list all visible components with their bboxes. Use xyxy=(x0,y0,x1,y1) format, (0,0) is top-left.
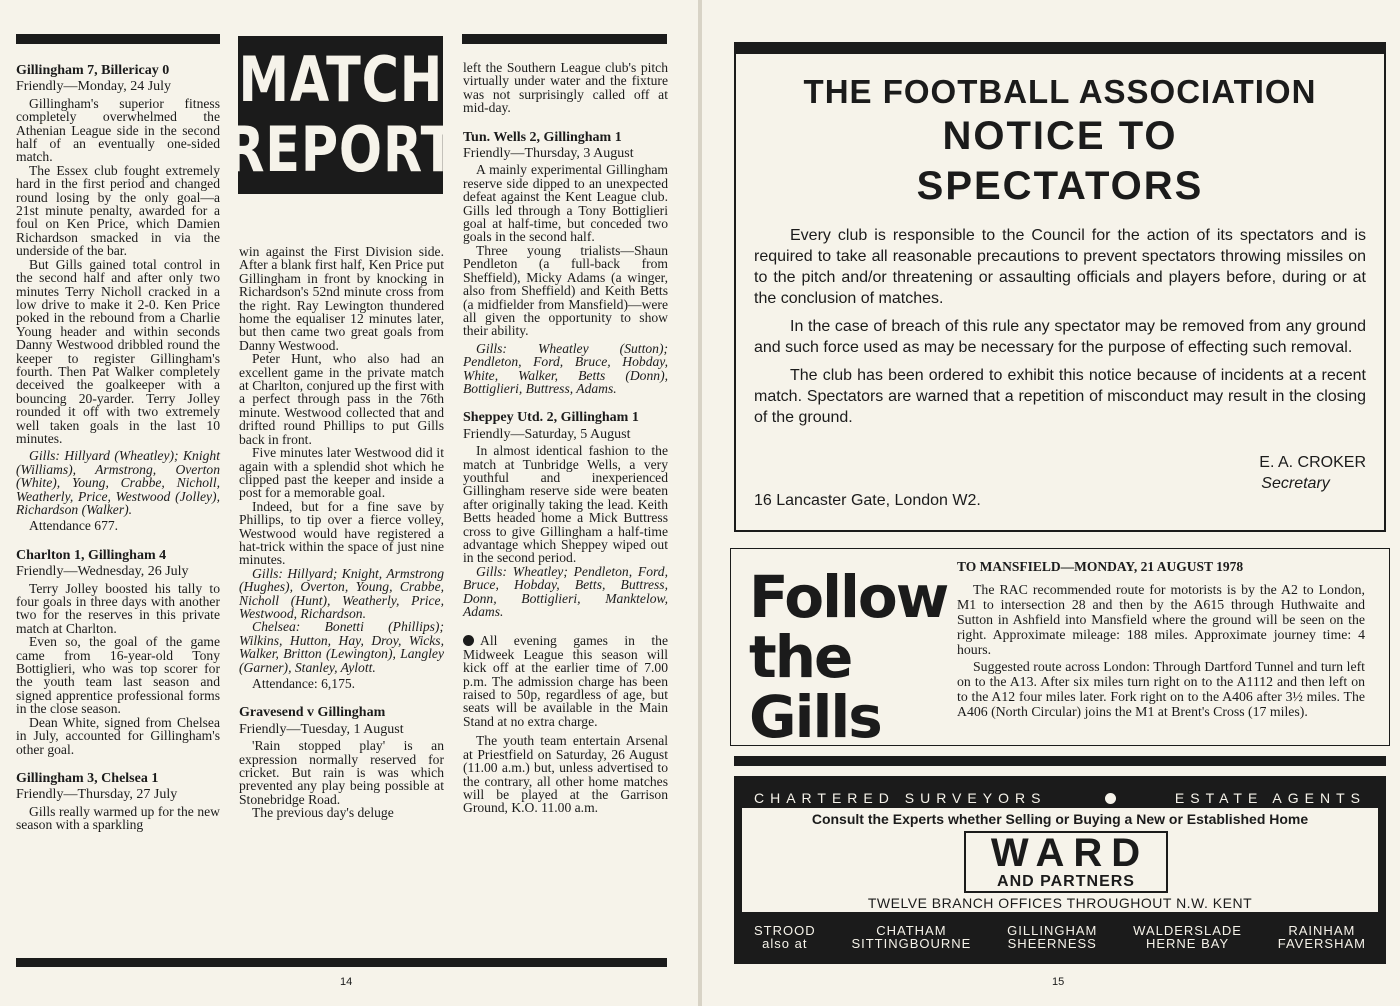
match-subhead: Friendly—Wednesday, 26 July xyxy=(16,564,189,580)
article-column-2 xyxy=(239,245,444,820)
page-number: 14 xyxy=(340,976,353,988)
ward-name: WARD xyxy=(990,831,1150,875)
team-lineup: Gills: Wheatley (Sutton); Pendleton, Ford, Bruce, Hobday, White, Walker, Betts (Donn), Bottiglieri, Buttress, Adams. xyxy=(463,340,668,396)
right-page xyxy=(702,0,1400,1006)
town-pair xyxy=(1133,924,1242,950)
surveyors-tag: CHARTERED SURVEYORS xyxy=(754,790,1047,806)
match-subhead: Friendly—Thursday, 27 July xyxy=(16,787,178,803)
logo-line: the xyxy=(749,623,852,691)
ward-tagline xyxy=(754,790,1366,806)
bullet-icon xyxy=(1105,793,1116,804)
town-pair xyxy=(754,924,816,950)
article-paragraph: Three young trialists—Shaun Pendleton (a full-back from Sheffield), Micky Adams (a winger, also from Sheffield) and Keith Betts (a midfielder from Mansfield)—were all given the opportunity to show their ability. xyxy=(463,242,668,339)
match-headline: Tun. Wells 2, Gillingham 1 xyxy=(463,129,622,145)
article-paragraph: But Gills gained total control in the second half and after only two minutes Terry Nicholl cracked in a low drive to make it 2-0. Ken Price poked in the rebound from a Charlie Young header and within seconds Danny Westwood dribbled round the keeper to register Gillingham's fourth. Then Pat Walker completely deceived the goalkeeper with a bouncing 20-yarder. Terry Jolley rounded it off with two extremely well taken goals in the last 10 minutes. xyxy=(16,256,220,446)
travel-directions xyxy=(957,559,1365,721)
branch-offices-line: TWELVE BRANCH OFFICES THROUGHOUT N.W. KENT xyxy=(867,895,1253,911)
logo-line: Follow xyxy=(749,563,948,631)
town-pair xyxy=(851,924,971,950)
article-paragraph: A mainly experimental Gillingham reserve side dipped to an unexpected defeat against the Kent League club. Gills led through a Tony Bottiglieri goal at half-time, but conceded two goals in the second half. xyxy=(463,162,668,245)
notice-paragraph: The club has been ordered to exhibit this notice because of incidents at a recent match. Spectators are warned that a repetition of misconduct may result in the closing of the ground. xyxy=(754,367,1366,426)
travel-paragraph: The RAC recommended route for motorists is by the A2 to London, M1 to intersection 28 and then by the A615 through Huthwaite and Sutton in Ashfield into Mansfield where the ground will be seen on the right. Approximate mileage: 188 miles. Approximate journey time: 4 hours. xyxy=(957,582,1365,657)
ward-panel xyxy=(742,808,1378,912)
attendance: Attendance 677. xyxy=(29,518,119,534)
match-headline: Charlton 1, Gillingham 4 xyxy=(16,547,167,563)
article-paragraph: Five minutes later Westwood did it again with a splendid shot which he clipped past the keeper and inside a post for a memorable goal. xyxy=(239,445,444,501)
estate-agents-tag: ESTATE AGENTS xyxy=(1174,790,1366,806)
town-name: WALDERSLADE xyxy=(1133,923,1242,938)
notice-title: THE FOOTBALL ASSOCIATION xyxy=(803,73,1317,110)
notice-address: 16 Lancaster Gate, London W2. xyxy=(754,492,981,509)
match-headline: Sheppey Utd. 2, Gillingham 1 xyxy=(463,410,639,426)
page-number: 15 xyxy=(1052,976,1065,988)
bullet-icon xyxy=(463,635,474,646)
logo-line: Gills xyxy=(749,683,881,751)
match-report-masthead xyxy=(225,36,456,194)
masthead-word: MATCH xyxy=(238,43,443,116)
signatory-name: E. A. CROKER xyxy=(1259,454,1366,471)
match-subhead: Friendly—Monday, 24 July xyxy=(16,79,172,95)
fa-notice-box xyxy=(734,52,1386,532)
town-pair xyxy=(1278,924,1366,950)
town-name: RAINHAM xyxy=(1288,923,1356,938)
match-subhead: Friendly—Tuesday, 1 August xyxy=(239,721,404,737)
left-page xyxy=(0,0,698,1006)
team-lineup: Gills: Hillyard; Knight, Armstrong (Hughes), Overton, Young, Crabbe, Nicholl (Hunt), Weatherly, Price, Westwood, Richardson. xyxy=(239,565,444,621)
article-paragraph: 'Rain stopped play' is an expression normally reserved for cricket. But rain is was which prevented any play being possible at Stonebridge Road. xyxy=(239,738,444,807)
notice-body xyxy=(754,225,1366,428)
town-name: FAVERSHAM xyxy=(1277,936,1366,951)
bottom-rule xyxy=(16,958,667,967)
article-paragraph: Gillingham's superior fitness completely overwhelmed the Athenian League side in the second half of an eventually one-sided match. xyxy=(16,95,220,165)
consult-line: Consult the Experts whether Selling or Buying a New or Established Home xyxy=(811,811,1309,827)
signature-block xyxy=(1259,452,1366,494)
town-name: CHATHAM xyxy=(876,923,947,938)
match-headline: Gillingham 7, Billericay 0 xyxy=(16,63,170,78)
match-subhead: Friendly—Thursday, 3 August xyxy=(463,146,634,162)
travel-paragraph: Suggested route across London: Through Dartford Tunnel and turn left on to the A13. After six miles turn right on to the A1112 and then left on to the A12 four miles later. Fork right on to the A406 after 3½ miles. The A406 (North Circular) joins the M1 at Brent's Cross (17 miles). xyxy=(957,659,1365,719)
match-headline: Gravesend v Gillingham xyxy=(239,705,386,721)
column-rule xyxy=(16,34,220,44)
article-paragraph: left the Southern League club's pitch virtually under water and the fixture was not surprisingly called off at mid-day. xyxy=(463,60,668,116)
masthead-word: REPORT xyxy=(225,113,456,186)
article-paragraph: Indeed, but for a fine save by Phillips, to tip over a fierce volley, Westwood would have registered a hat-trick within the space of just nine minutes. xyxy=(239,498,444,568)
article-paragraph: The youth team entertain Arsenal at Priestfield on Saturday, 26 August (11.00 a.m.) but, unless advertised to the contrary, all other home matches will be played at the Garrison Ground, K.O. 11.00 a.m. xyxy=(463,733,668,816)
town-name: STROOD xyxy=(754,923,816,938)
article-column-1 xyxy=(16,64,220,832)
travel-heading: TO MANSFIELD—MONDAY, 21 AUGUST 1978 xyxy=(957,559,1244,574)
match-subhead: Friendly—Saturday, 5 August xyxy=(463,426,631,442)
article-paragraph: The Essex club fought extremely hard in the first period and changed round losing by the only goal—a 21st minute penalty, awarded for a foul on Ken Price, which Damien Richardson smacked in via the underside of the bar. xyxy=(16,162,220,259)
town-name: SHEERNESS xyxy=(1007,936,1097,951)
ward-logo xyxy=(964,831,1168,893)
notice-paragraph: In the case of breach of this rule any spectator may be removed from any ground and such force used as may be necessary for the purpose of effecting such removal. xyxy=(754,318,1366,356)
article-paragraph: Peter Hunt, who also had an excellent game in the private match at Charlton, conjured up the first with a perfect through pass in the 76th minute. Westwood collected that and drifted round Phillips to put Gills back in front. xyxy=(239,351,444,447)
town-name: SITTINGBOURNE xyxy=(851,936,972,951)
ward-partners-advert xyxy=(734,776,1386,964)
ad-rule xyxy=(734,756,1386,766)
team-lineup: Gills: Wheatley; Pendleton, Ford, Bruce, Hobday, Betts, Buttress, Donn, Bottiglieri, Manktelow, Adams. xyxy=(463,563,668,620)
notice-paragraph: Every club is responsible to the Council for the action of its spectators and is required to take all reasonable precautions to prevent spectators throwing missiles on to the pitch and/or threatening or assaulting officials and players before, during or at the conclusion of matches. xyxy=(754,227,1366,307)
town-name: HERNE BAY xyxy=(1145,936,1230,951)
follow-the-gills-box xyxy=(730,548,1390,751)
team-lineup: Gills: Hillyard (Wheatley); Knight (Williams), Armstrong, Overton (White), Young, Crabbe, Nicholl, Weatherly, Price, Westwood (Jolley), Richardson (Walker). xyxy=(16,448,220,517)
branch-towns xyxy=(754,924,1366,950)
notice-heading: NOTICE TO xyxy=(942,114,1178,158)
article-paragraph: win against the First Division side. After a blank first half, Ken Price put Gillingham in front by knocking in Richardson's 52nd minute cross from the right. Ray Lewington thundered home the equaliser 12 minutes later, but then came two great goals from Danny Westwood. xyxy=(239,244,444,353)
ward-partners: AND PARTNERS xyxy=(997,873,1135,890)
town-name: also at xyxy=(762,936,808,951)
team-lineup: Chelsea: Bonetti (Phillips); Wilkins, Hutton, Hay, Droy, Wicks, Walker, Britton (Lewington), Langley (Garner), Stanley, Aylott. xyxy=(239,619,444,675)
news-note-text: All evening games in the Midweek League this season will kick off at the earlier time of 7.00 p.m. The admission charge has been raised to 50p, regardless of age, but seats will be available in the Main Stand at no extra charge. xyxy=(463,633,668,729)
article-paragraph: Even so, the goal of the game came from 16-year-old Tony Bottiglieri, who was top scorer for the youth team last season and signed apprentice professional forms in the close season. xyxy=(16,634,220,717)
article-paragraph: Terry Jolley boosted his tally to four goals in three days with another two for the reserves in this private match at Charlton. xyxy=(16,580,220,636)
column-rule xyxy=(462,34,667,44)
article-paragraph: The previous day's deluge xyxy=(252,805,394,821)
article-paragraph: In almost identical fashion to the match at Tunbridge Wells, a very youthful and inexperienced Gillingham reserve side were beaten after originally taking the lead. Keith Betts headed home a Mick Buttress cross to give Gillingham a half-time advantage which Sheppey wiped out in the second period. xyxy=(463,443,668,566)
article-column-3 xyxy=(463,61,668,815)
match-headline: Gillingham 3, Chelsea 1 xyxy=(16,770,159,786)
follow-the-gills-logo xyxy=(749,563,948,751)
signatory-role: Secretary xyxy=(1261,475,1330,492)
town-pair xyxy=(1007,924,1097,950)
notice-heading: SPECTATORS xyxy=(916,164,1204,208)
article-paragraph: Gills really warmed up for the new season with a sparkling xyxy=(16,803,220,833)
top-rule xyxy=(734,42,1386,52)
town-name: GILLINGHAM xyxy=(1007,923,1098,938)
article-paragraph: Dean White, signed from Chelsea in July, accounted for Gillingham's other goal. xyxy=(16,714,220,757)
news-note xyxy=(463,634,668,728)
attendance: Attendance: 6,175. xyxy=(252,676,356,691)
